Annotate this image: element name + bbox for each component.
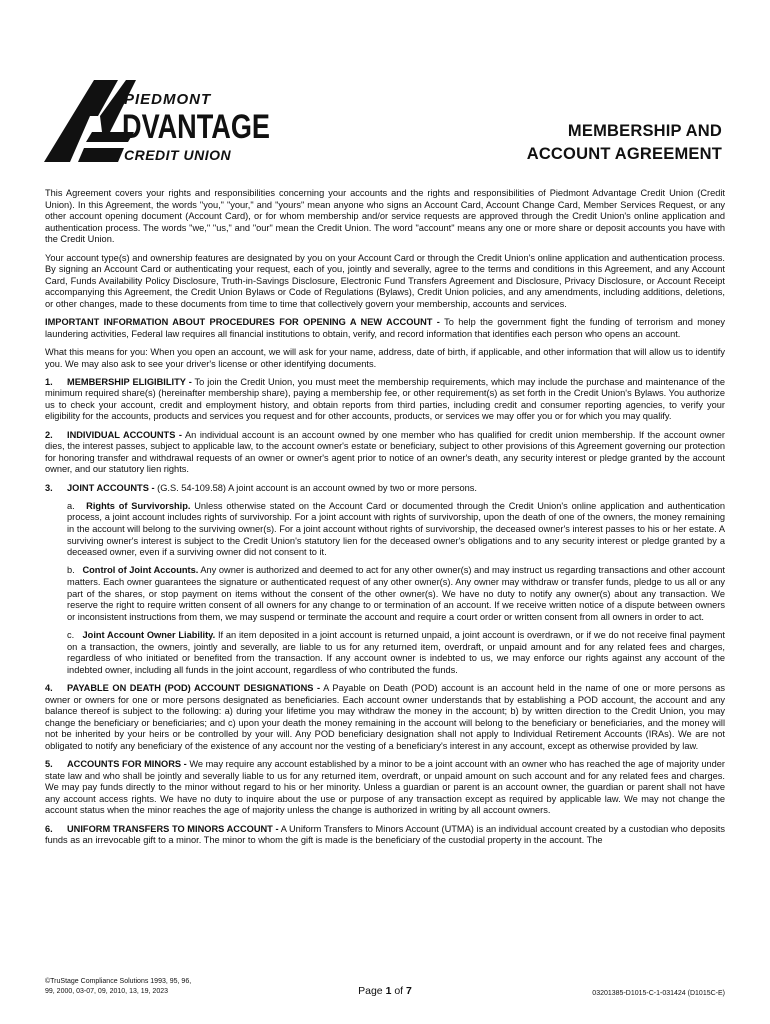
section-3 [45, 483, 725, 495]
section-1-number: 1. [45, 376, 53, 387]
section-4 [45, 683, 725, 753]
page-prefix: Page [358, 985, 386, 997]
section-3b [67, 565, 725, 623]
section-3c-label: c. [67, 629, 75, 640]
section-5-heading: ACCOUNTS FOR MINORS - [67, 759, 187, 770]
important-info-heading: IMPORTANT INFORMATION ABOUT PROCEDURES FOR OPENING A NEW ACCOUNT - [45, 317, 440, 328]
section-3a-text: Unless otherwise stated on the Account Card or documented through the Credit Union's online application and authentication process, a joint account includes rights of survivorship. For a joint account with rights of survivorship, upon the death of one of the owners, the money remaining in the account will belong to the surviving owner(s). For a joint account without rights of survivorship, the deceased owner's interest passes to his or her estate. A surviving owner's interest is subject to the Credit Union's statutory lien for the deceased owner's obligations and to any security interest or pledge granted by a deceased owner, even if a surviving owner did not consent to it. [67, 500, 725, 558]
section-6-heading: UNIFORM TRANSFERS TO MINORS ACCOUNT - [67, 823, 279, 834]
form-code: 03201385-D1015-C-1-031424 (D1015C-E) [592, 990, 725, 997]
intro-paragraph-2: Your account type(s) and ownership features are designated by you on your Account Card or through the Credit Union's online application and authentication process. By signing an Account Card or authenticating your request, each of you, jointly and severally, agree to the terms and conditions in this Agreement, and any Account Card, Funds Availability Policy Disclosure, Truth-in-Savings Disclosure, Electronic Fund Transfers Agreement and Disclosure, Privacy Disclosure, or Account Receipt accompanying this Agreement, the Credit Union Bylaws or Code of Regulations (Bylaws), Credit Union policies, and any amendments, including additions, deletions, or other changes, made to these documents from time to time that collectively govern your membership, accounts and services. [45, 252, 725, 309]
important-info-text: To help the government fight the funding of terrorism and money laundering activities, Federal law requires all financial institutions to obtain, verify, and record information that identifies each person who opens an account. [45, 317, 725, 339]
section-2-text: An individual account is an account owned by one member who has qualified for credit union membership. If the account owner dies, the interest passes, subject to applicable law, to the account owner's estate or beneficiary, subject to other provisions of this Agreement governing our protection for honoring transfer and withdrawal requests of an owner or owner's agent prior to notice of an owner's death, any security interest or pledge granted by the account owner, and our statutory lien rights. [45, 429, 725, 475]
section-1-text: To join the Credit Union, you must meet the membership requirements, which may include the purchase and maintenance of the minimum required share(s) (hereinafter membership share), paying a membership fee, or other requirement(s) as set forth in the Credit Union's Bylaws. You authorize us to check your account, credit and employment history, and obtain reports from third parties, including credit and consumer reporting agencies, to verify your eligibility for the accounts, products and services you request and for other accounts, products, or services we may offer you or for which you may qualify. [45, 376, 726, 422]
section-3b-heading: Control of Joint Accounts. [82, 565, 199, 576]
section-5 [45, 759, 725, 817]
section-3a-label: a. [67, 500, 75, 511]
section-6-number: 6. [45, 823, 53, 834]
section-5-number: 5. [45, 759, 53, 770]
section-3-heading: JOINT ACCOUNTS - [67, 482, 155, 493]
section-3b-label: b. [67, 565, 75, 576]
section-3-number: 3. [45, 482, 53, 493]
section-4-number: 4. [45, 682, 53, 693]
intro-paragraph-1: This Agreement covers your rights and responsibilities concerning your accounts and the rights and responsibilities of Piedmont Advantage Credit Union (Credit Union). In this Agreement, the words "you," "your," and "yours" mean anyone who signs an Account Card, Account Change Card, Member Services Request, or any other account opening document (Account Card), or for whom membership and/or service requests are approved through the Credit Union's online application and authentication process. The words "we," "us," and "our" mean the Credit Union. The word "account" means any one or more share or deposit accounts you have with the Credit Union. [45, 188, 725, 245]
copyright-line-1: ©TruStage Compliance Solutions 1993, 95, 96, [45, 978, 192, 985]
section-6-text: A Uniform Transfers to Minors Account (UTMA) is an individual account created by a custodian who deposits funds as an irrevocable gift to a minor. The minor to whom the gift is made is the beneficiary of the custodial property in the account. The [45, 823, 725, 846]
section-4-heading: PAYABLE ON DEATH (POD) ACCOUNT DESIGNATIONS - [67, 682, 321, 693]
agreement-body [45, 188, 725, 853]
document-title [527, 120, 722, 166]
title-line-1: MEMBERSHIP AND [567, 122, 722, 140]
section-4-text: A Payable on Death (POD) account is an account held in the name of one or more persons as owner or owners for one or more persons designated as beneficiaries. Each account owner understands that by establishing a POD account, the account and any balance thereof is subject to the following: a) during your lifetime you may withdraw the money in the account; b) by written direction to the Credit Union, you may change the beneficiary or beneficiaries; and c) upon your death the money remaining in the account will belong to the beneficiary or beneficiaries, and the money will not be inherited by your heirs or be controlled by your will. Any POD beneficiary designation shall not apply to Individual Retirement Accounts (IRAs). We are not obligated to notify any beneficiary of the existence of any account nor the vesting of a beneficiary's interest in any account, except as otherwise provided by law. [45, 682, 725, 751]
what-this-means-paragraph: What this means for you: When you open an account, we will ask for your name, address, date of birth, if applicable, and other information that will allow us to identify you. We may also ask to see your driver's license or other identifying documents. [45, 346, 725, 369]
copyright-line-2: 99, 2000, 03-07, 09, 2010, 13, 19, 2023 [45, 987, 168, 995]
logo-text-credit-union: CREDIT UNION [124, 147, 232, 163]
section-1 [45, 377, 725, 423]
title-line-2: ACCOUNT AGREEMENT [526, 145, 722, 163]
important-info-paragraph [45, 317, 725, 340]
section-5-text: We may require any account established by a minor to be a joint account with an owner who has reached the age of majority under state law and who shall be jointly and severally liable to us for any returned item, overdraft, or unpaid amount on such account and for any related fees and charges. We may pay funds directly to the minor without regard to his or her minority. Unless a guardian or parent is an account owner, the guardian or parent shall not have any account access rights. We have no duty to inquire about the use or purpose of any transaction except as required by applicable law. We may not change the account status when the minor reaches the age of majority unless the change is authorized in writing by all account owners. [45, 759, 725, 816]
section-6 [45, 824, 725, 847]
page-footer [45, 977, 725, 1007]
section-3-text: (G.S. 54-109.58) A joint account is an account owned by two or more persons. [154, 482, 477, 493]
section-2 [45, 430, 725, 476]
section-3a [67, 501, 725, 559]
section-3c [67, 630, 725, 676]
section-2-heading: INDIVIDUAL ACCOUNTS - [67, 429, 182, 440]
section-3a-heading: Rights of Survivorship. [86, 500, 191, 511]
credit-union-logo [44, 72, 274, 168]
page-current: 1 [385, 985, 392, 997]
page-total: 7 [406, 985, 412, 997]
section-1-heading: MEMBERSHIP ELIGIBILITY - [67, 376, 192, 387]
section-3c-heading: Joint Account Owner Liability. [82, 629, 216, 640]
page-of: of [391, 985, 407, 997]
section-3b-text: Any owner is authorized and deemed to act for any other owner(s) and may instruct us regarding transactions and other account matters. Each owner guarantees the signature or authenticated request of any other owner(s). Any owner may withdraw or transfer funds, pledge to us all or any part of the shares, or stop payment on items without the consent of the other owner(s). We have no duty to notify any owner(s) about any transaction. We reserve the right to require written consent of all owners for any change to or termination of an account. If we receive written notice of a dispute between owners or inconsistent instructions from them, we may suspend or terminate the account and require a court order or written consent from all owners in order to act. [67, 565, 726, 622]
section-2-number: 2. [45, 429, 53, 440]
section-3c-text: If an item deposited in a joint account is returned unpaid, a joint account is overdrawn, or if we do not receive final payment on a transaction, the owners, jointly and severally, are liable to us for any returned item, overdraft, or unpaid amount and for any related fees and charges, regardless of who initiated or benefited from the transaction. If any account owner is indebted to us, we may enforce our rights against any account of the indebted owner, including all funds in the joint account, regardless of who contributed the funds. [67, 629, 725, 675]
logo-text-advantage: DVANTAGE [122, 108, 270, 146]
logo-text-piedmont: PIEDMONT [124, 91, 212, 108]
